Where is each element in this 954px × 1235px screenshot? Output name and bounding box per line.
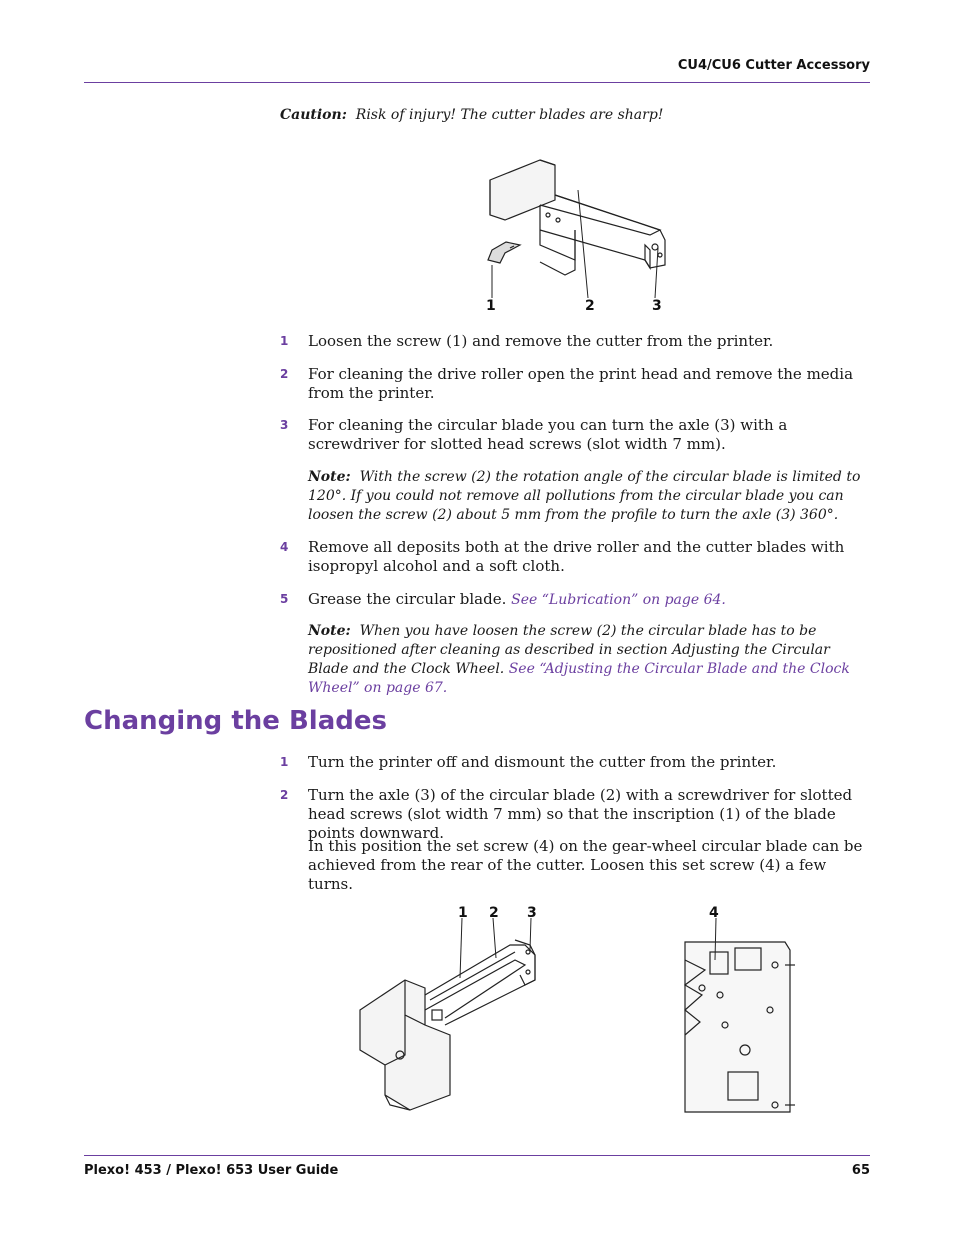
header-title: CU4/CU6 Cutter Accessory [677, 58, 870, 73]
note-reposition-blade [308, 622, 870, 698]
fig2-label-3: 3 [527, 905, 537, 921]
cutter-removal-figure [470, 150, 680, 320]
cleaning-step-3 [280, 416, 870, 454]
step-text: Grease the circular blade. [308, 590, 507, 608]
fig1-label-1: 1 [486, 298, 496, 314]
step-number: 2 [280, 367, 289, 381]
page-number: 65 [851, 1163, 870, 1178]
section-title: Changing the Blades [84, 706, 387, 736]
set-screw-paragraph: In this position the set screw (4) on the gear-wheel circular blade can be achieved from the rear of the cutter. Loosen this set screw (4) a few turns. [308, 837, 863, 893]
fig2-label-2: 2 [489, 905, 499, 921]
step-number: 4 [280, 540, 289, 554]
step-number: 2 [280, 788, 289, 802]
fig2-label-1: 1 [458, 905, 468, 921]
step-number: 1 [280, 334, 289, 348]
lubrication-link[interactable]: See “Lubrication” on page 64. [511, 592, 726, 608]
blade-step-2 [280, 786, 870, 843]
step-text: Loosen the screw (1) and remove the cutter from the printer. [308, 332, 774, 350]
cleaning-step-2 [280, 365, 870, 403]
step-text: Remove all deposits both at the drive roller and the cutter blades with isopropyl alcohol and a soft cloth. [308, 538, 845, 575]
cleaning-step-1 [280, 332, 870, 351]
caution-label: Caution: [280, 107, 347, 123]
fig1-label-3: 3 [652, 298, 662, 314]
note-rotation-angle [308, 468, 870, 525]
step-number: 5 [280, 592, 289, 606]
set-screw-rear-figure [670, 900, 805, 1120]
adjusting-blade-link[interactable]: See “Adjusting the Circular Blade and the Clock Wheel” on page 67. [308, 661, 850, 696]
step-number: 3 [280, 418, 289, 432]
step-text: For cleaning the drive roller open the print head and remove the media from the printer. [308, 365, 854, 402]
note-label: Note: [308, 623, 351, 639]
note-text: When you have loosen the screw (2) the circular blade has to be repositioned after cleaning as described in section Adjusting the Circular Blade and the Clock Wheel. [308, 623, 830, 677]
cleaning-step-4 [280, 538, 870, 576]
note-label: Note: [308, 469, 351, 485]
note-text: With the screw (2) the rotation angle of the circular blade is limited to 120°. If you could not remove all pollutions from the circular blade you can loosen the screw (2) about 5 mm from the profile to turn the axle (3) 360°. [308, 469, 861, 523]
caution-note [280, 107, 663, 123]
step-text: Turn the axle (3) of the circular blade (2) with a screwdriver for slotted head screws (slot width 7 mm) so that the inscription (1) of the blade points downward. [308, 786, 853, 842]
step-text: Turn the printer off and dismount the cutter from the printer. [308, 753, 777, 771]
caution-text: Risk of injury! The cutter blades are sharp! [355, 107, 664, 123]
page-footer [84, 1155, 870, 1182]
step-number: 1 [280, 755, 289, 769]
cleaning-step-5 [280, 590, 870, 610]
page-header [84, 58, 870, 83]
footer-guide-title: Plexo! 453 / Plexo! 653 User Guide [84, 1163, 339, 1178]
step-text: For cleaning the circular blade you can turn the axle (3) with a screwdriver for slotted head screws (slot width 7 mm). [308, 416, 788, 453]
fig3-label-4: 4 [709, 905, 719, 921]
cutter-blade-figure [350, 900, 560, 1120]
blade-step-1 [280, 753, 870, 772]
fig1-label-2: 2 [585, 298, 595, 314]
